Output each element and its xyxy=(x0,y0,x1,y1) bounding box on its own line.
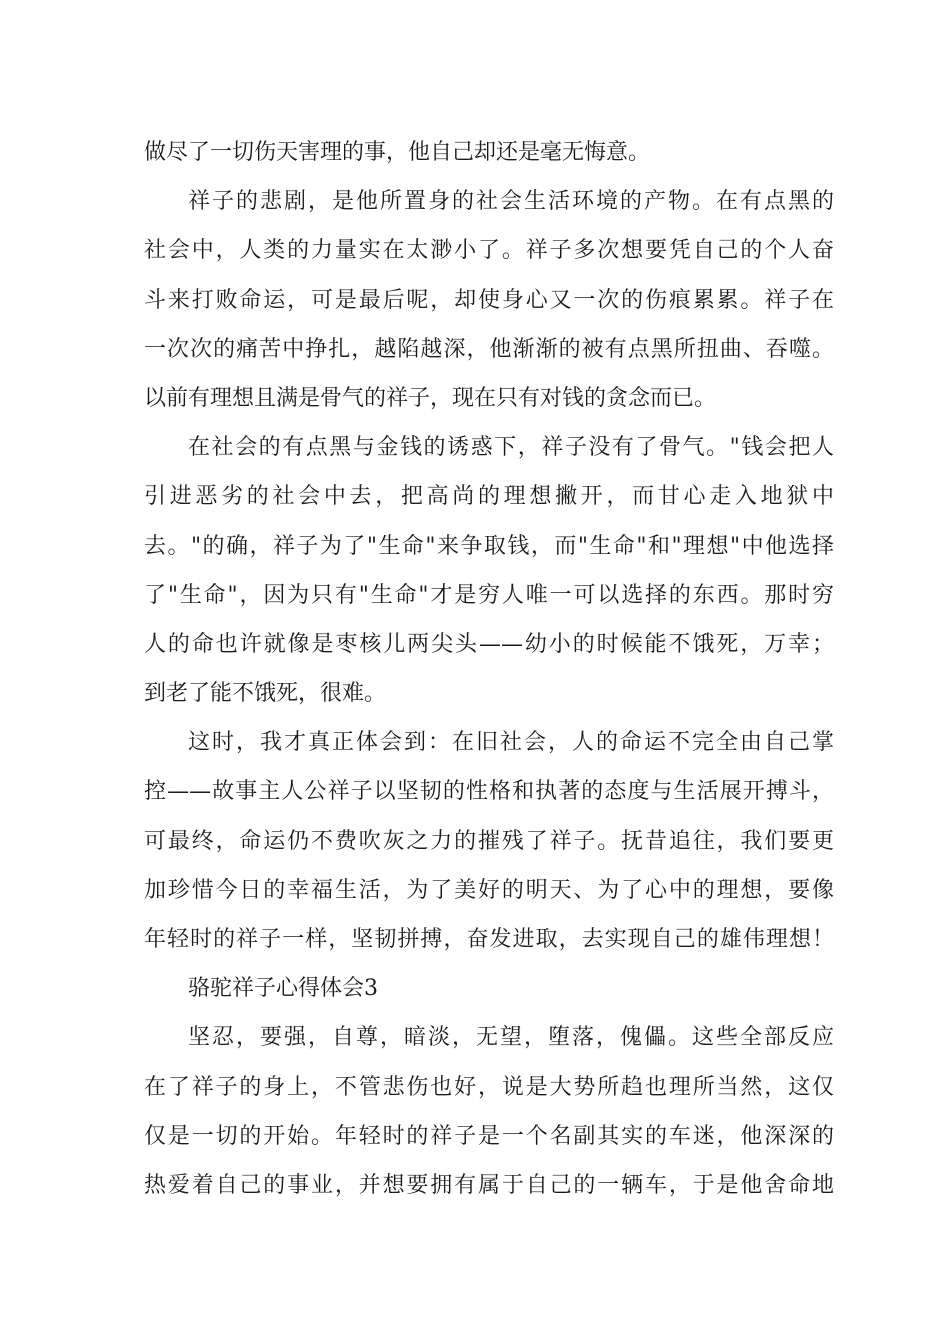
text-line: 以前有理想且满是骨气的祥子，现在只有对钱的贪念而已。 xyxy=(144,385,717,411)
text-line: 一次次的痛苦中挣扎，越陷越深，他渐渐的被有点黑所扭曲、吞噬。 xyxy=(144,336,834,362)
text-line: 年轻时的祥子一样，坚韧拼搏，奋发进取，去实现自己的雄伟理想！ xyxy=(144,927,834,952)
section-heading: 骆驼祥子心得体会3 xyxy=(188,976,378,1002)
paragraph-first-line: 坚忍，要强，自尊，暗淡，无望，堕落，傀儡。这些全部反应 xyxy=(188,1025,834,1051)
text-line: 加珍惜今日的幸福生活，为了美好的明天、为了心中的理想，要像 xyxy=(144,877,834,903)
text-line: 人的命也许就像是枣核儿两尖头——幼小的时候能不饿死，万幸； xyxy=(144,631,834,657)
text-line: 了"生命"，因为只有"生命"才是穷人唯一可以选择的东西。那时穷 xyxy=(144,582,834,608)
text-line: 可最终，命运仍不费吹灰之力的摧残了祥子。抚昔追往，我们要更 xyxy=(144,828,834,854)
text-line: 在了祥子的身上，不管悲伤也好，说是大势所趋也理所当然，这仅 xyxy=(144,1074,834,1100)
text-line: 到老了能不饿死，很难。 xyxy=(144,681,387,707)
text-line: 斗来打败命运，可是最后呢，却使身心又一次的伤痕累累。祥子在 xyxy=(144,287,834,313)
paragraph-first-line: 祥子的悲剧，是他所置身的社会生活环境的产物。在有点黑的 xyxy=(188,189,834,215)
paragraph-first-line: 在社会的有点黑与金钱的诱惑下，祥子没有了骨气。"钱会把人 xyxy=(188,435,834,461)
text-line: 仅是一切的开始。年轻时的祥子是一个名副其实的车迷，他深深的 xyxy=(144,1123,834,1149)
text-line: 去。"的确，祥子为了"生命"来争取钱，而"生命"和"理想"中他选择 xyxy=(144,533,834,559)
text-line: 社会中，人类的力量实在太渺小了。祥子多次想要凭自己的个人奋 xyxy=(144,238,834,264)
document-body xyxy=(144,128,834,1210)
text-line: 引进恶劣的社会中去，把高尚的理想撇开，而甘心走入地狱中 xyxy=(144,484,834,510)
text-line: 控——故事主人公祥子以坚韧的性格和执著的态度与生活展开搏斗， xyxy=(144,779,834,805)
text-line: 热爱着自己的事业，并想要拥有属于自己的一辆车，于是他舍命地 xyxy=(144,1172,834,1198)
paragraph-first-line: 这时，我才真正体会到：在旧社会，人的命运不完全由自己掌 xyxy=(188,730,834,756)
text-line: 做尽了一切伤天害理的事，他自己却还是毫无悔意。 xyxy=(144,140,651,165)
